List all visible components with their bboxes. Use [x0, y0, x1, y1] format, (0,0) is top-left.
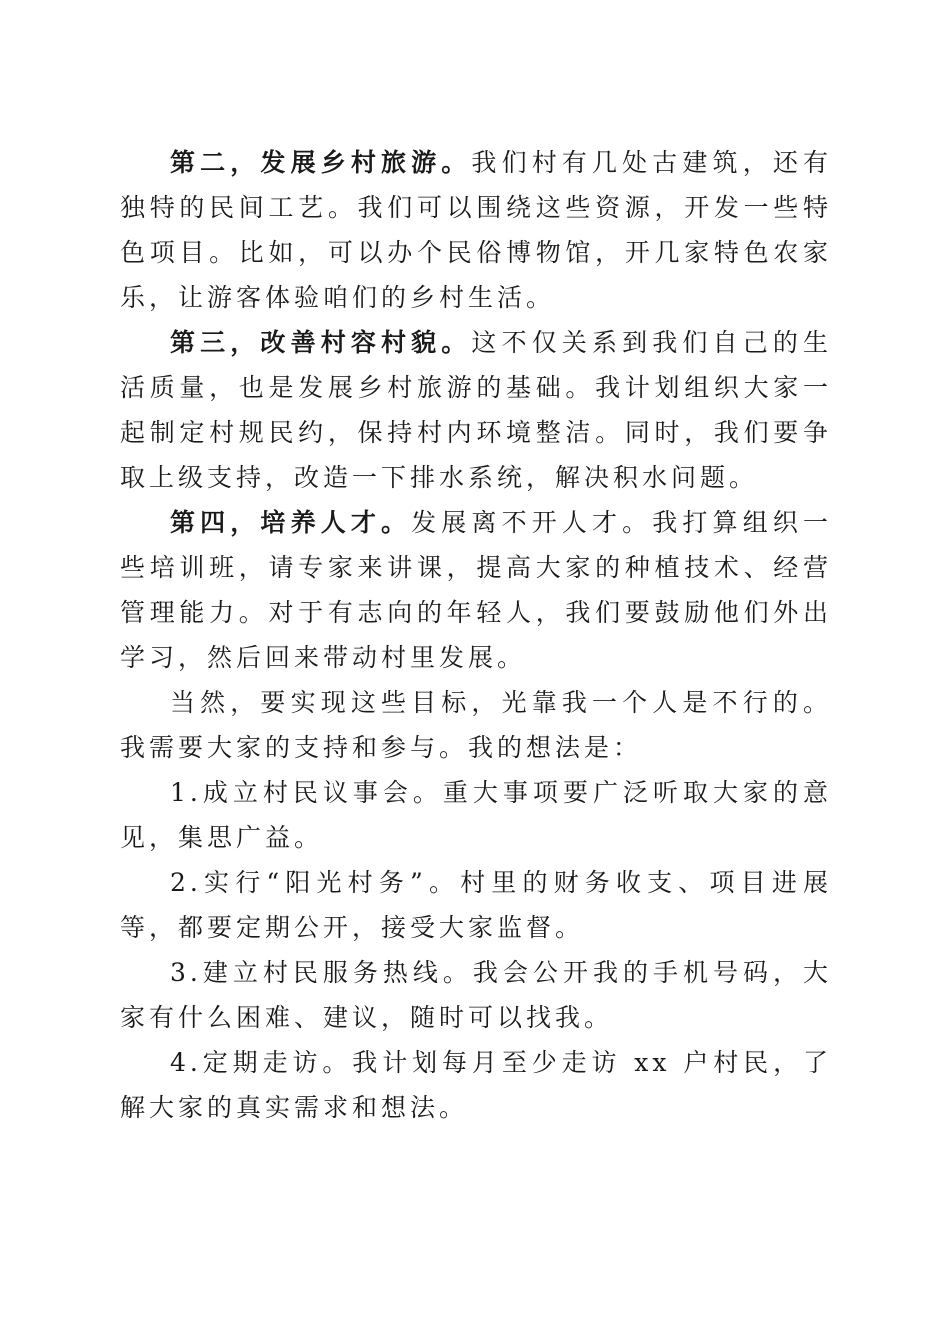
list-item-hotline [120, 950, 832, 1040]
paragraph-text: 这不仅关系到我们自己的生活质量，也是发展乡村旅游的基础。我计划组织大家一起制定村规民约，保持村内环境整洁。同时，我们要争取上级支持，改造一下排水系统，解决积水问题。 [120, 328, 832, 492]
list-item-text: 3.建立村民服务热线。我会公开我的手机号码，大家有什么困难、建议，随时可以找我。 [120, 958, 832, 1032]
paragraph-heading: 第二，发展乡村旅游。 [170, 148, 472, 177]
document-body [120, 140, 832, 1130]
paragraph-heading: 第三，改善村容村貌。 [170, 328, 472, 357]
paragraph-heading: 第四，培养人才。 [170, 508, 412, 537]
paragraph-village-appearance [120, 320, 832, 500]
paragraph-support [120, 680, 832, 770]
paragraph-text: 我们村有几处古建筑，还有独特的民间工艺。我们可以围绕这些资源，开发一些特色项目。比如，可以办个民俗博物馆，开几家特色农家乐，让游客体验咱们的乡村生活。 [120, 148, 832, 312]
paragraph-text: 当然，要实现这些目标，光靠我一个人是不行的。我需要大家的支持和参与。我的想法是： [120, 688, 832, 762]
paragraph-text: 发展离不开人才。我打算组织一些培训班，请专家来讲课，提高大家的种植技术、经营管理能力。对于有志向的年轻人，我们要鼓励他们外出学习，然后回来带动村里发展。 [120, 508, 832, 672]
list-item-transparency [120, 860, 832, 950]
paragraph-talent [120, 500, 832, 680]
paragraph-tourism [120, 140, 832, 320]
list-item-text: 4.定期走访。我计划每月至少走访 xx 户村民，了解大家的真实需求和想法。 [120, 1048, 832, 1122]
list-item-visits [120, 1040, 832, 1130]
list-item-text: 2.实行“阳光村务”。村里的财务收支、项目进展等，都要定期公开，接受大家监督。 [120, 868, 832, 942]
list-item-text: 1.成立村民议事会。重大事项要广泛听取大家的意见，集思广益。 [120, 778, 832, 852]
list-item-council [120, 770, 832, 860]
